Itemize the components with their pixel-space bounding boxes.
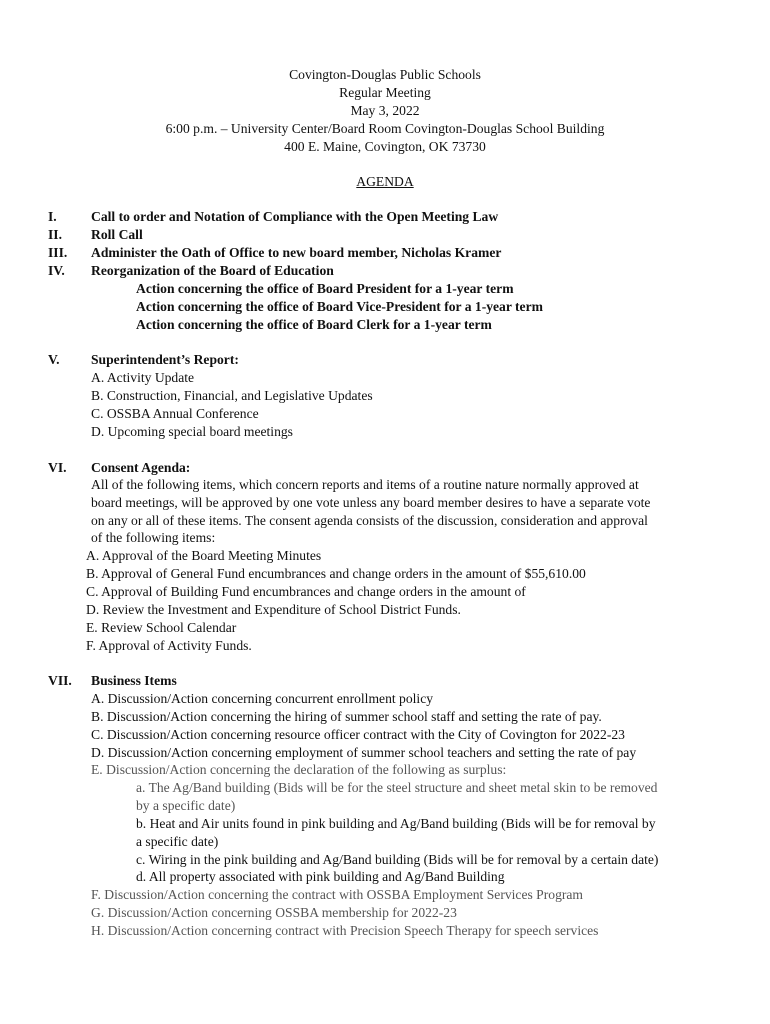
sub-item: C. OSSBA Annual Conference [91, 406, 259, 421]
meeting-type: Regular Meeting [339, 85, 431, 100]
item-title: Consent Agenda: [91, 460, 191, 475]
sub-item: D. Upcoming special board meetings [91, 424, 293, 439]
nested-sub-item: a specific date) [136, 834, 219, 849]
sub-item: B. Construction, Financial, and Legislative Updates [91, 388, 373, 403]
nested-sub-item: c. Wiring in the pink building and Ag/Band building (Bids will be for removal by a certain date) [136, 852, 659, 867]
meeting-date: May 3, 2022 [350, 103, 420, 118]
paragraph-line: on any or all of these items. The consent agenda consists of the discussion, consideration and approval [91, 513, 648, 528]
sub-item: C. Discussion/Action concerning resource officer contract with the City of Covington for 2022-23 [91, 727, 625, 742]
sub-item: E. Review School Calendar [86, 620, 237, 635]
sub-item: Action concerning the office of Board President for a 1-year term [136, 281, 514, 296]
item-number: V. [48, 352, 60, 367]
sub-item: C. Approval of Building Fund encumbrances and change orders in the amount of [86, 584, 526, 599]
item-number: III. [48, 245, 68, 260]
sub-item: A. Approval of the Board Meeting Minutes [86, 548, 322, 563]
paragraph-line: board meetings, will be approved by one vote unless any board member desires to have a separate vote [91, 495, 651, 510]
item-title: Business Items [91, 673, 177, 688]
sub-item: B. Discussion/Action concerning the hiring of summer school staff and setting the rate of pay. [91, 709, 602, 724]
nested-sub-item: a. The Ag/Band building (Bids will be for the steel structure and sheet metal skin to be removed [136, 780, 658, 795]
sub-item: B. Approval of General Fund encumbrances and change orders in the amount of $55,610.00 [86, 566, 586, 581]
nested-sub-item: d. All property associated with pink building and Ag/Band Building [136, 869, 505, 884]
nested-sub-item: by a specific date) [136, 798, 236, 813]
item-number: IV. [48, 263, 65, 278]
item-number: II. [48, 227, 62, 242]
sub-item: D. Review the Investment and Expenditure of School District Funds. [86, 602, 461, 617]
sub-item: Action concerning the office of Board Clerk for a 1-year term [136, 317, 492, 332]
sub-item: A. Discussion/Action concerning concurrent enrollment policy [91, 691, 434, 706]
item-title: Call to order and Notation of Compliance with the Open Meeting Law [91, 209, 499, 224]
paragraph-line: All of the following items, which concern reports and items of a routine nature normally approved at [91, 477, 639, 492]
item-number: VI. [48, 460, 67, 475]
item-title: Administer the Oath of Office to new board member, Nicholas Kramer [91, 245, 502, 260]
item-title: Reorganization of the Board of Education [91, 263, 334, 278]
sub-item: G. Discussion/Action concerning OSSBA membership for 2022-23 [91, 905, 457, 920]
sub-item: F. Approval of Activity Funds. [86, 638, 252, 653]
nested-sub-item: b. Heat and Air units found in pink building and Ag/Band building (Bids will be for removal by [136, 816, 656, 831]
document-header [0, 66, 770, 156]
meeting-time-location: 6:00 p.m. – University Center/Board Room Covington-Douglas School Building [165, 121, 605, 136]
district-name: Covington-Douglas Public Schools [289, 67, 481, 82]
meeting-address: 400 E. Maine, Covington, OK 73730 [284, 139, 486, 154]
agenda-title: AGENDA [356, 174, 414, 189]
item-title: Superintendent’s Report: [91, 352, 239, 367]
sub-item: H. Discussion/Action concerning contract with Precision Speech Therapy for speech services [91, 923, 599, 938]
item-number: VII. [48, 673, 72, 688]
item-title: Roll Call [91, 227, 143, 242]
sub-item: F. Discussion/Action concerning the contract with OSSBA Employment Services Program [91, 887, 583, 902]
sub-item: Action concerning the office of Board Vice-President for a 1-year term [136, 299, 543, 314]
sub-item: E. Discussion/Action concerning the declaration of the following as surplus: [91, 762, 507, 777]
item-number: I. [48, 209, 57, 224]
paragraph-line: of the following items: [91, 530, 216, 545]
sub-item: D. Discussion/Action concerning employment of summer school teachers and setting the rate of pay [91, 745, 637, 760]
sub-item: A. Activity Update [91, 370, 195, 385]
